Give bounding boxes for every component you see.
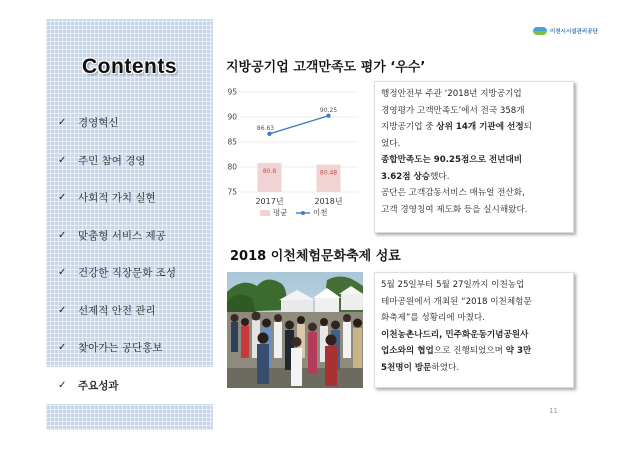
contents-menu: [46, 104, 213, 404]
text-run: 화축제”를 성황리에 마쳤다.: [381, 313, 485, 323]
text-line: [381, 136, 567, 153]
y-tick-label: 90: [227, 112, 237, 122]
text-run: 하였다.: [431, 362, 460, 373]
text-line: [381, 277, 567, 294]
text-run: 지방공기업 중: [381, 122, 437, 132]
check-icon: ✓: [58, 117, 67, 129]
bar-data-label: 80.8: [262, 168, 277, 175]
company-logo: [533, 26, 603, 36]
text-line: [381, 360, 567, 377]
text-run: 했다.: [430, 171, 450, 182]
sidebar-item-label: 선제적 안전 관리: [78, 304, 156, 317]
text-run: 공단은 고객감동서비스 매뉴얼 전산화,: [381, 188, 525, 198]
bold-text: 이천농촌나드리, 민주화운동기념공원사: [381, 329, 529, 340]
section-title-festival: 2018 이천체험문화축제 성료: [230, 249, 401, 264]
sidebar-item-7[interactable]: [46, 329, 213, 367]
bold-text: 업소와의 협업: [381, 346, 434, 356]
sidebar-item-3[interactable]: [46, 179, 213, 217]
bold-text: 5천명이 방문: [381, 362, 432, 373]
sidebar-item-8[interactable]: [46, 367, 213, 405]
sidebar-item-label: 사회적 가치 실현: [78, 192, 156, 205]
satisfaction-chart: [216, 82, 366, 232]
text-line: [381, 343, 567, 360]
text-line: [381, 327, 567, 344]
check-icon: ✓: [58, 304, 67, 316]
sidebar-item-4[interactable]: [46, 217, 213, 255]
legend-label: 평균: [273, 208, 288, 217]
text-run: 되: [523, 122, 532, 132]
sidebar-item-label: 주민 참여 경영: [78, 154, 146, 167]
section-title-satisfaction: 지방공기업 고객만족도 평가 ‘우수’: [226, 60, 426, 75]
text-run: 경영평가 고객만족도’에서 전국 358개: [381, 105, 525, 116]
text-run: 테마공원에서 개최된 “2018 이천체험문: [381, 296, 532, 307]
bold-text: 3.62점 상승: [381, 171, 431, 182]
sidebar-item-label: 경영혁신: [78, 117, 119, 130]
check-icon: ✓: [58, 267, 67, 279]
text-run: 었다.: [381, 138, 401, 149]
x-tick-label: 2017년: [255, 197, 284, 206]
text-run: 으로 진행되었으며: [433, 346, 506, 356]
bold-text: 상위 14개 기관에 선정: [436, 122, 524, 132]
y-tick-label: 75: [227, 187, 237, 197]
check-icon: ✓: [58, 342, 67, 354]
sidebar-item-6[interactable]: [46, 292, 213, 330]
satisfaction-text-box: [374, 81, 574, 233]
y-tick-label: 85: [227, 137, 237, 147]
contents-sidebar: [46, 19, 213, 430]
line-data-label: 90.25: [319, 106, 338, 114]
logo-mark-icon: [533, 27, 547, 35]
line-point: [267, 132, 271, 136]
y-tick-label: 80: [227, 162, 237, 172]
text-run: 행정안전부 주관 ‘2018년 지방공기업: [381, 89, 522, 99]
sidebar-item-label: 찾아가는 공단홍보: [78, 342, 163, 355]
sidebar-item-1[interactable]: [46, 104, 213, 142]
sidebar-item-label: 맞춤형 서비스 제공: [78, 229, 166, 242]
text-line: [381, 169, 567, 186]
x-tick-label: 2018년: [314, 197, 343, 206]
line-series: [270, 116, 329, 134]
logo-text: 이천시시설관리공단: [550, 29, 598, 35]
line-point: [326, 114, 330, 118]
text-line: [381, 103, 567, 120]
text-line: [381, 294, 567, 311]
sidebar-item-label: 주요성과: [78, 379, 119, 392]
check-icon: ✓: [58, 192, 67, 204]
bold-text: 약 3만: [505, 346, 532, 356]
text-line: [381, 202, 567, 219]
legend-label: 이천: [313, 208, 328, 217]
line-data-label: 86.63: [256, 124, 275, 132]
check-icon: ✓: [58, 229, 67, 241]
text-line: [381, 152, 567, 169]
text-run: 5월 25일부터 5월 27일까지 이천농업: [381, 280, 525, 290]
text-line: [381, 310, 567, 327]
page-number: 11: [549, 407, 558, 415]
y-tick-label: 95: [227, 87, 237, 97]
check-icon: ✓: [58, 154, 67, 166]
festival-text-box: [374, 272, 574, 388]
text-run: 고객 경영칭여 제도화 등을 실시해왔다.: [381, 204, 528, 215]
text-line: [381, 185, 567, 202]
text-line: [381, 119, 567, 136]
sidebar-item-5[interactable]: [46, 254, 213, 292]
festival-photo: [227, 272, 363, 388]
contents-title: Contents: [82, 55, 177, 78]
check-icon: ✓: [58, 379, 67, 391]
legend-marker: [301, 211, 305, 215]
bold-text: 종합만족도는 90.25점으로 전년대비: [381, 155, 523, 165]
sidebar-item-2[interactable]: [46, 142, 213, 180]
bar-data-label: 80.48: [319, 169, 338, 177]
legend-swatch-bar: [260, 210, 270, 216]
sidebar-item-label: 건강한 직장문화 조성: [78, 267, 176, 280]
text-line: [381, 86, 567, 103]
